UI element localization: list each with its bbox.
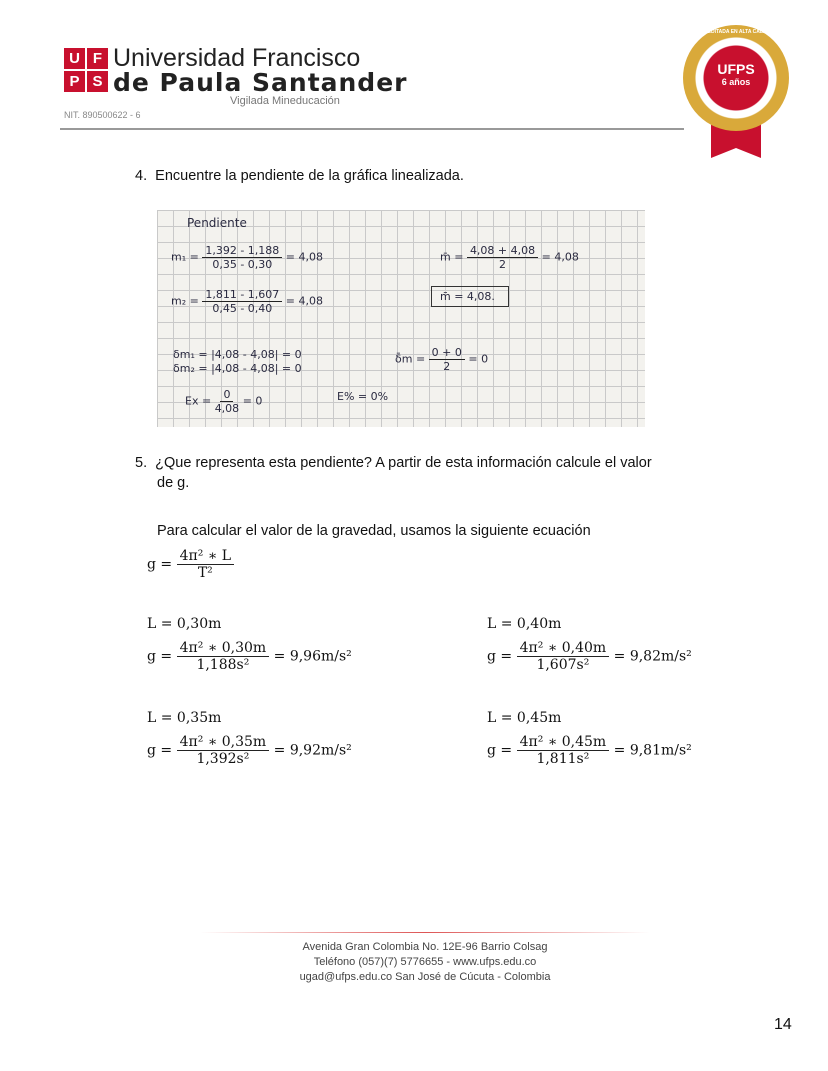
hw-m1: m₁ = $\frac{1,392 - 1,188}{0,35 - 0,30}$ = 4,08 [171, 244, 324, 271]
footer-email: ugad@ufps.edu.co San José de Cúcuta - Colombia [299, 971, 551, 983]
logo-letter: F [87, 48, 108, 69]
hw-title: Pendiente [187, 216, 247, 230]
hw-dm1: δm₁ = |4,08 - 4,08| = 0 [173, 348, 302, 361]
hw-ex: Ex = $\frac{0}{4,08}$ = 0 [185, 388, 263, 415]
logo-letter: U [64, 48, 85, 69]
gravity-calc: g = $\frac{\text{4π² ∗ 0,35m}}{\text{1,392s²}}$ = 9,92m/s² [147, 734, 352, 767]
length-value: L = 0,35m [147, 710, 222, 726]
gravity-calc: g = $\frac{\text{4π² ∗ 0,40m}}{\text{1,607s²}}$ = 9,82m/s² [487, 640, 692, 673]
gravity-intro: Para calcular el valor de la gravedad, usamos la siguiente ecuación [157, 523, 591, 539]
question-4: 4. Encuentre la pendiente de la gráfica linealizada. [135, 168, 464, 184]
handwritten-slope-photo [157, 210, 645, 427]
hw-dm2: δm₂ = |4,08 - 4,08| = 0 [173, 362, 302, 375]
hw-percent-error: E% = 0% [337, 390, 389, 403]
footer [200, 940, 650, 985]
length-value: L = 0,30m [147, 616, 222, 632]
page-number: 14 [774, 1016, 792, 1033]
length-value: L = 0,40m [487, 616, 562, 632]
question-5: 5. ¿Que representa esta pendiente? A partir de esta información calcule el valor [135, 455, 652, 471]
seal-caption: ACREDITADA EN ALTA CALIDAD [696, 29, 776, 35]
university-name-line2: de Paula Santander [113, 68, 408, 97]
gravity-formula: g = $\frac{\text{4π² ∗ L}}{\text{T²}}$ [147, 548, 234, 581]
hw-m2: m₂ = $\frac{1,811 - 1,607}{0,45 - 0,40}$ = 4,08 [171, 288, 324, 315]
footer-divider [200, 932, 650, 933]
hw-mbar: m̄ = $\frac{4,08 + 4,08}{2}$ = 4,08 [440, 244, 579, 271]
footer-address: Avenida Gran Colombia No. 12E-96 Barrio Colsag [302, 941, 548, 953]
gravity-calc: g = $\frac{\text{4π² ∗ 0,45m}}{\text{1,811s²}}$ = 9,81m/s² [487, 734, 692, 767]
question-5-line2: de g. [157, 475, 190, 491]
seal-years: 6 años [721, 77, 751, 87]
accreditation-seal [683, 25, 789, 131]
ufps-logo [64, 48, 108, 92]
logo-letter: S [87, 71, 108, 92]
gravity-calc: g = $\frac{\text{4π² ∗ 0,30m}}{\text{1,188s²}}$ = 9,96m/s² [147, 640, 352, 673]
seal-logo: UFPS [717, 61, 755, 77]
university-name-line1: Universidad Francisco [113, 44, 361, 72]
header-divider [60, 128, 684, 130]
logo-letter: P [64, 71, 85, 92]
nit-text: NIT. 890500622 - 6 [64, 110, 141, 120]
footer-phone: Teléfono (057)(7) 5776655 - www.ufps.edu.co [313, 956, 537, 968]
vigilada-text: Vigilada Mineducación [230, 95, 340, 107]
length-value: L = 0,45m [487, 710, 562, 726]
hw-boxed-result: m̄ = 4,08. [431, 286, 509, 307]
hw-dmbar: δ̄m = $\frac{0 + 0}{2}$ = 0 [395, 346, 489, 373]
